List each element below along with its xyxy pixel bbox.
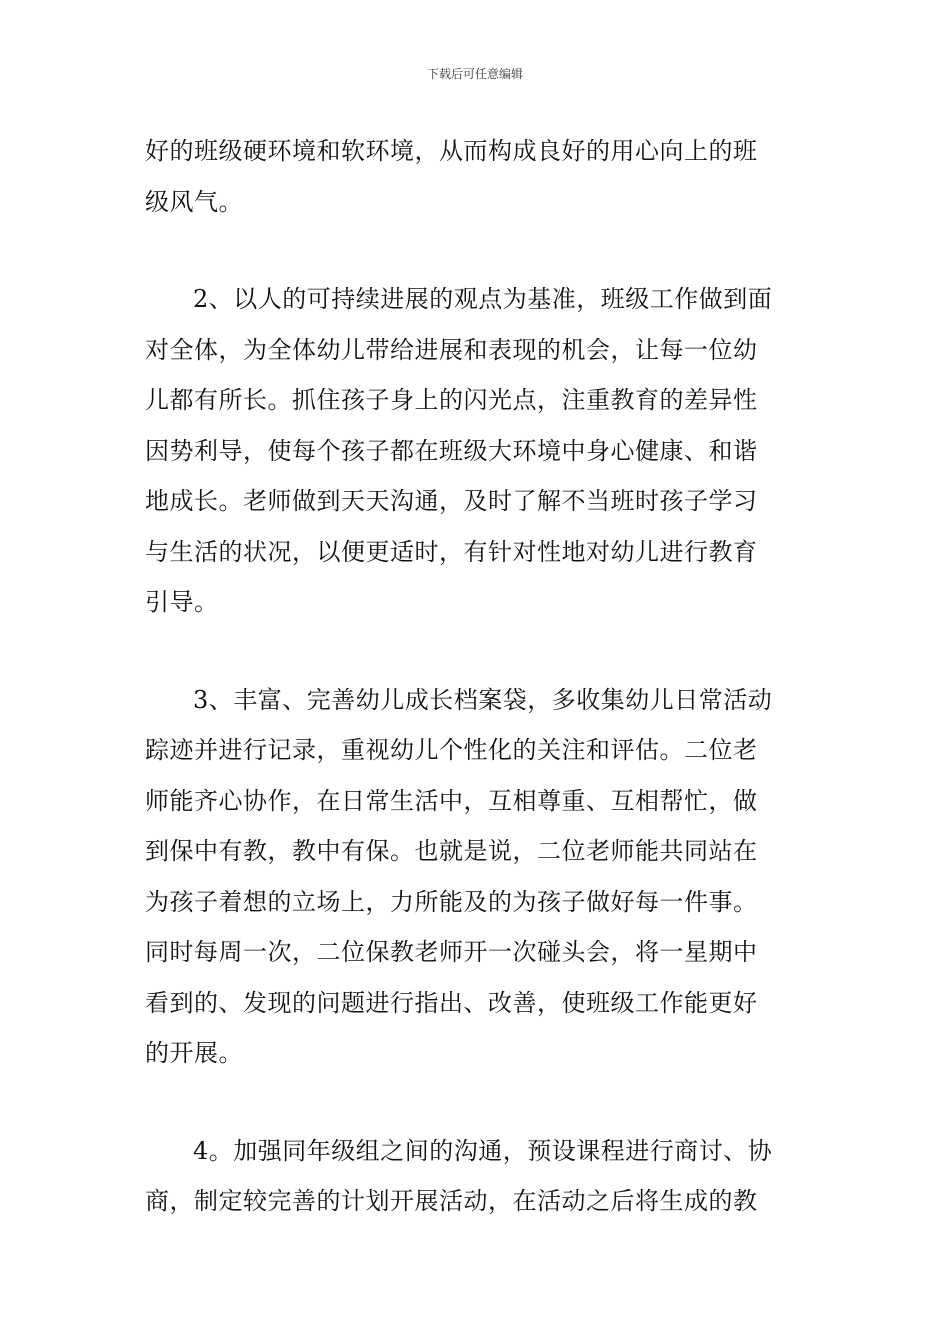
paragraph-line: 同时每周一次，二位保教老师开一次碰头会，将一星期中 — [145, 938, 758, 966]
paragraph-line: 踪迹并进行记录，重视幼儿个性化的关注和评估。二位老 — [145, 736, 758, 764]
document-body — [145, 126, 805, 1227]
paragraph-spacer — [145, 628, 805, 675]
paragraph-line: 好的班级硬环境和软环境，从而构成良好的用心向上的班 — [145, 137, 758, 165]
paragraph-line: 级风气。 — [145, 187, 243, 216]
paragraph-line: 师能齐心协作，在日常生活中，互相尊重、互相帮忙，做 — [145, 786, 758, 815]
paragraph-line: 2、以人的可持续进展的观点为基准，班级工作做到面 — [193, 285, 773, 313]
paragraph-line: 引导。 — [145, 588, 219, 616]
paragraph-line: 看到的、发现的问题进行指出、改善，使班级工作能更好 — [145, 988, 758, 1017]
paragraph-line: 3、丰富、完善幼儿成长档案袋，多收集幼儿日常活动 — [193, 685, 773, 714]
paragraph-3 — [145, 675, 805, 1079]
paragraph-line: 与生活的状况，以便更适时，有针对性地对幼儿进行教育 — [145, 537, 758, 566]
page-header-note: 下载后可任意编辑 — [426, 67, 523, 81]
paragraph-line: 4。加强同年级组之间的沟通，预设课程进行商讨、协 — [193, 1136, 773, 1165]
paragraph-spacer — [145, 227, 805, 274]
paragraph-line: 地成长。老师做到天天沟通，及时了解不当班时孩子学习 — [145, 487, 758, 515]
paragraph-line: 对全体，为全体幼儿带给进展和表现的机会，让每一位幼 — [145, 335, 758, 364]
paragraph-line: 因势利导，使每个孩子都在班级大环境中身心健康、和谐 — [145, 436, 758, 465]
paragraph-line: 的开展。 — [145, 1039, 243, 1067]
paragraph-1 — [145, 126, 805, 227]
paragraph-4 — [145, 1126, 805, 1227]
paragraph-line: 到保中有教，教中有保。也就是说，二位老师能共同站在 — [145, 837, 758, 865]
paragraph-line: 儿都有所长。抓住孩子身上的闪光点，注重教育的差异性 — [145, 386, 758, 414]
paragraph-2 — [145, 274, 805, 628]
paragraph-line: 为孩子着想的立场上，力所能及的为孩子做好每一件事。 — [145, 887, 758, 916]
paragraph-spacer — [145, 1079, 805, 1126]
paragraph-line: 商，制定较完善的计划开展活动，在活动之后将生成的教 — [145, 1187, 758, 1215]
